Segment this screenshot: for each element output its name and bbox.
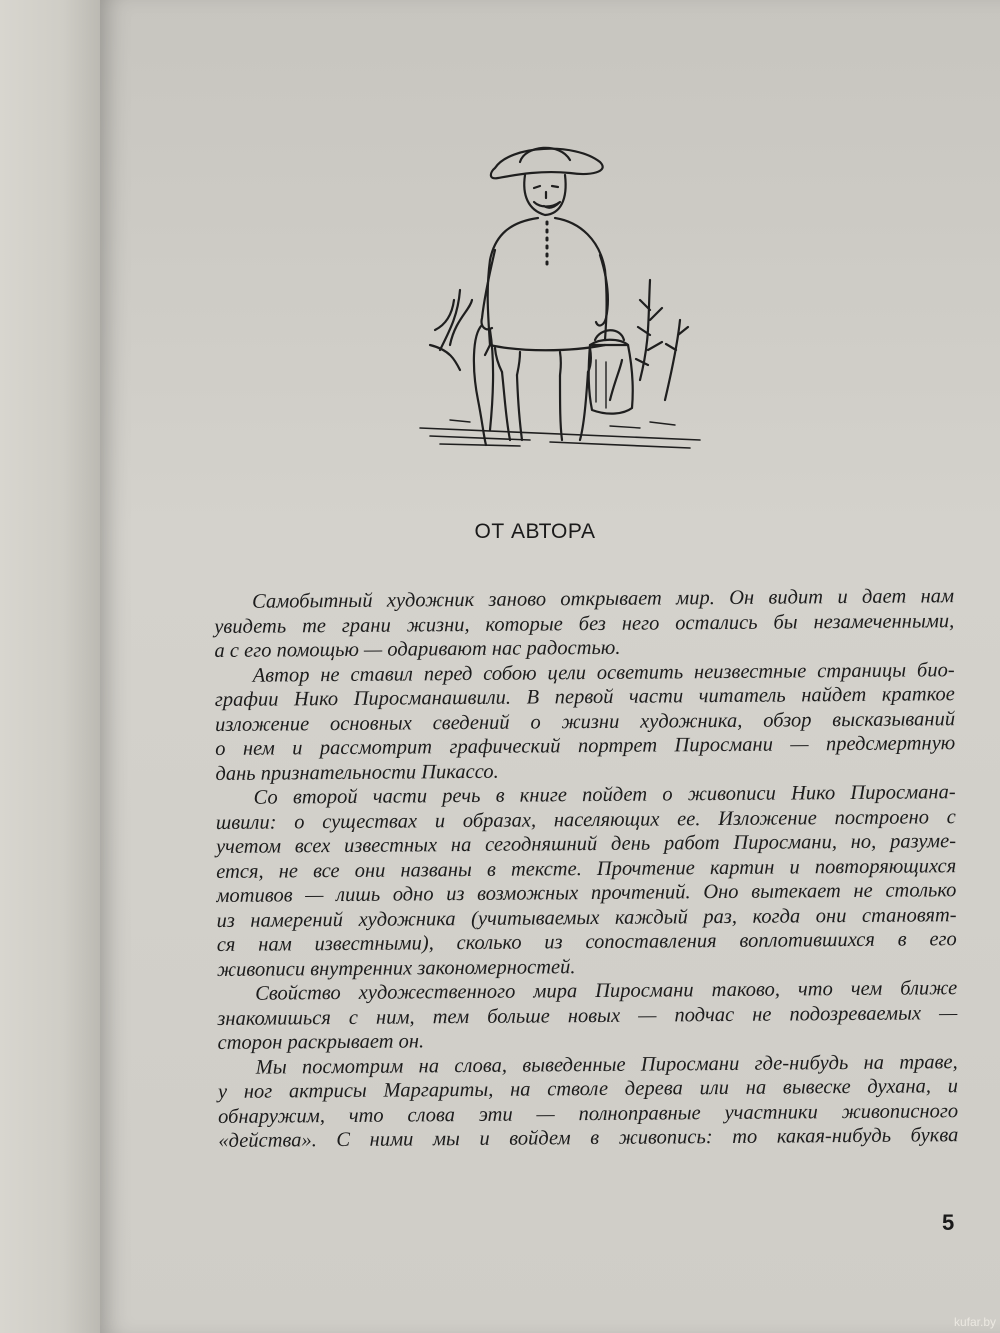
text-line: Самобытный художник заново открывает мир. Он видит и дает нам [252, 585, 955, 613]
text-line: учетом всех известных на сегодняшний день работ Пиросмани, но, разуме- [215, 830, 957, 858]
text-line: живописи внутренних закономерностей. [216, 955, 576, 981]
section-heading: ОТ АВТОРА [474, 520, 596, 543]
text-line: обнаружим, что слова эти — полноправные участники живописного [218, 1099, 959, 1128]
text-line: изложение основных сведений о жизни художника, обзор высказываний [214, 707, 956, 736]
text-line: а с его помощью — одаривают нас радостью. [214, 636, 621, 662]
text-line: графии Нико Пиросманашвили. В первой части читатель найдет краткое [214, 683, 955, 711]
text-line: ся нам известными), сколько из сопоставления воплотившихся в его [216, 928, 957, 956]
text-line: из намерений художника (учитываемых каждый раз, когда они становят- [216, 903, 957, 932]
text-line: ется, не все они названы в тексте. Прочтение картин и повторяющихся [216, 854, 957, 883]
man-with-hat-and-bucket-drawing [410, 140, 710, 455]
text-line: швили: о существах и образах, населяющих ее. Изложение построено с [215, 805, 956, 834]
text-line: у ног актрисы Маргариты, на стволе дерева или на вывеске духана, и [217, 1075, 959, 1103]
text-line: «действа». С ними мы и войдем в живопись: то какая-нибудь буква [218, 1124, 959, 1152]
facing-page-edge [0, 0, 105, 1333]
text-line: увидеть те грани жизни, которые без него остались бы незамеченными, [214, 609, 955, 638]
text-line: знакомишься с ним, тем больше новых — подчас не подозреваемых — [217, 1001, 958, 1030]
watermark: kufar.by [953, 1315, 996, 1329]
text-line: Свойство художественного мира Пиросмани таково, что чем ближе [255, 977, 958, 1005]
page-number: 5 [942, 1210, 955, 1235]
text-line: Автор не ставил перед собою цели осветить неизвестные страницы био- [252, 658, 955, 687]
text-line: Мы посмотрим на слова, выведенные Пиросмани где-нибудь на траве, [255, 1050, 958, 1079]
body-text [214, 584, 958, 1153]
text-line: дань признательности Пикассо. [215, 760, 499, 785]
text-line: Со второй части речь в книге пойдет о живописи Нико Пиросмана- [253, 781, 956, 809]
text-line: мотивов — лишь одно из возможных прочтений. Оно вытекает не столько [216, 879, 957, 907]
text-line: сторон раскрывает он. [217, 1030, 425, 1054]
text-line: о нем и рассмотрит графический портрет Пиросмани — предсмертную [215, 732, 956, 760]
